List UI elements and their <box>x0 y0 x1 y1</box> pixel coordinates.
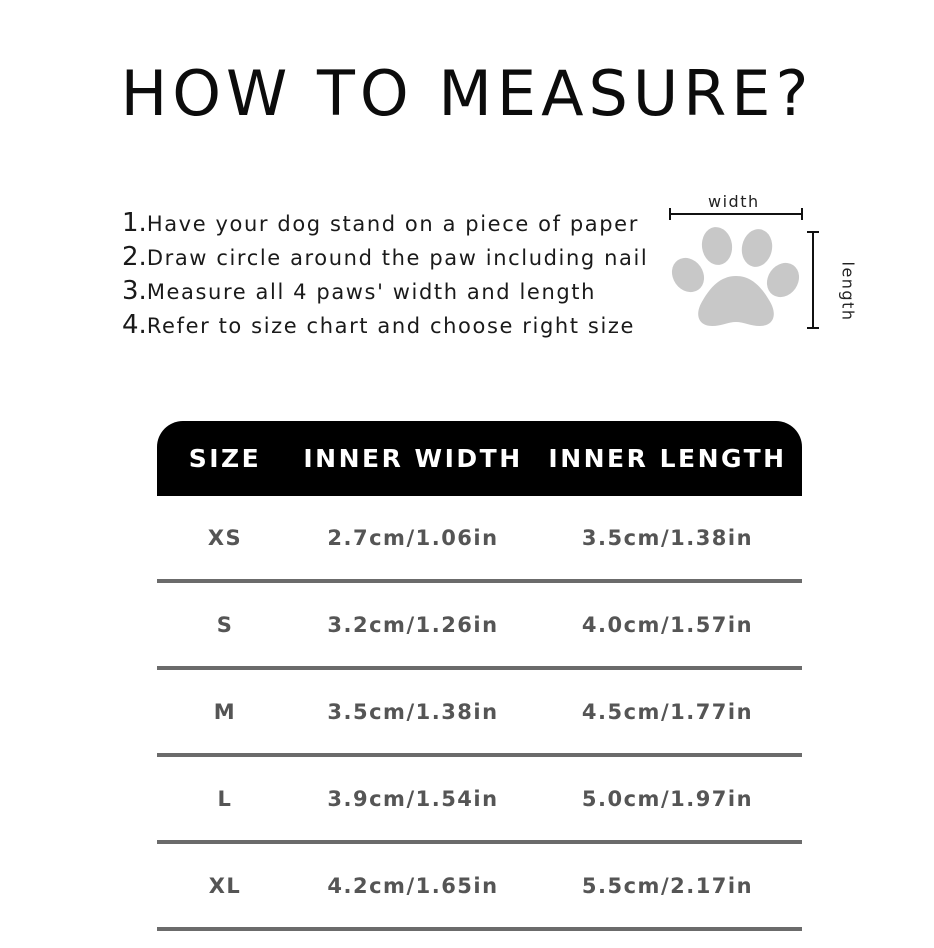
cell-size: S <box>216 612 234 637</box>
measure-steps <box>122 206 648 342</box>
step-text: Refer to size chart and choose right size <box>146 314 636 338</box>
cell-inner-width: 3.2cm/1.26in <box>327 612 499 637</box>
table-row <box>157 757 802 844</box>
step-text: Have your dog stand on a piece of paper <box>146 212 639 236</box>
page-title: HOW TO MEASURE? <box>120 57 814 130</box>
cell-inner-length: 4.5cm/1.77in <box>581 699 754 724</box>
table-row <box>157 583 802 670</box>
table-row <box>157 844 802 931</box>
step-item <box>122 274 648 308</box>
step-number: 4. <box>122 310 147 340</box>
size-chart-table <box>157 421 802 931</box>
table-row <box>157 496 802 583</box>
step-text: Draw circle around the paw including nail <box>146 246 649 270</box>
cell-inner-length: 3.5cm/1.38in <box>581 525 754 550</box>
cell-inner-width: 4.2cm/1.65in <box>327 873 499 898</box>
step-number: 2. <box>122 242 147 272</box>
cell-size: L <box>217 786 233 811</box>
cell-inner-width: 2.7cm/1.06in <box>327 525 499 550</box>
cell-inner-width: 3.5cm/1.38in <box>327 699 499 724</box>
header-inner-width: INNER WIDTH <box>303 444 523 473</box>
cell-size: XS <box>207 525 243 550</box>
cell-inner-width: 3.9cm/1.54in <box>327 786 499 811</box>
cell-inner-length: 5.0cm/1.97in <box>581 786 754 811</box>
header-size: SIZE <box>188 444 262 473</box>
table-header <box>157 421 802 496</box>
header-inner-length: INNER LENGTH <box>548 444 787 473</box>
length-label: length <box>838 261 858 322</box>
table-row <box>157 670 802 757</box>
paw-measure-diagram <box>660 190 858 340</box>
cell-inner-length: 4.0cm/1.57in <box>581 612 754 637</box>
step-item <box>122 206 648 240</box>
paw-print-icon <box>670 226 802 330</box>
step-number: 3. <box>122 276 147 306</box>
cell-inner-length: 5.5cm/2.17in <box>581 873 754 898</box>
cell-size: M <box>213 699 237 724</box>
width-label: width <box>708 192 760 211</box>
cell-size: XL <box>208 873 242 898</box>
step-item <box>122 240 648 274</box>
step-number: 1. <box>122 208 147 238</box>
step-text: Measure all 4 paws' width and length <box>146 280 597 304</box>
step-item <box>122 308 648 342</box>
